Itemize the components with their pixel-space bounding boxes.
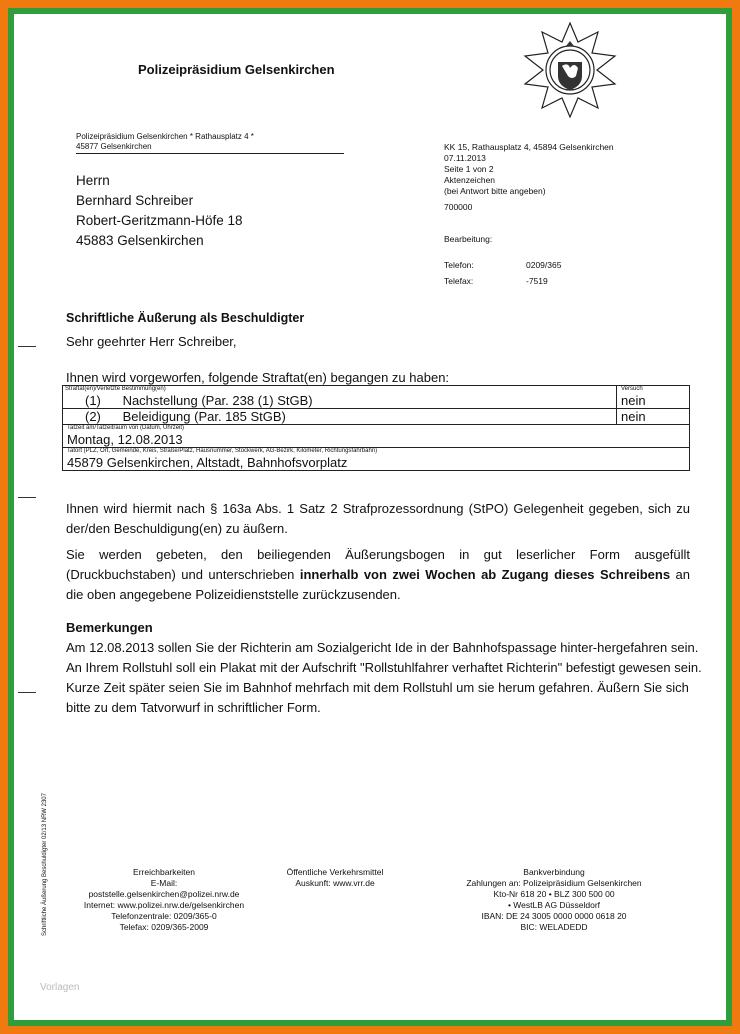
attempt-column-label: Versuch xyxy=(621,386,643,392)
offense-attempt: nein xyxy=(621,409,646,424)
page-count: Seite 1 von 2 xyxy=(444,164,494,174)
paragraph-request xyxy=(66,545,690,605)
date-label: Tatzeit am/Tatzeitraum von (Datum, Uhrzeit) xyxy=(67,425,185,431)
fold-mark xyxy=(18,346,36,347)
footer-bank-payee: Zahlungen an: Polizeipräsidium Gelsenkirchen xyxy=(466,878,642,888)
footer-internet: Internet: www.polizei.nrw.de/gelsenkirchen xyxy=(83,900,245,910)
contact-values xyxy=(526,257,561,289)
footer-email-label: E-Mail: xyxy=(150,878,178,888)
recipient-salutation: Herrn xyxy=(76,173,110,188)
footer-bic: BIC: WELADEDD xyxy=(520,922,588,932)
police-star-emblem xyxy=(520,20,620,120)
offense-text: Nachstellung (Par. 238 (1) StGB) xyxy=(122,393,313,408)
offenses-table xyxy=(62,385,690,471)
footer-contact xyxy=(64,867,264,933)
fold-mark xyxy=(18,692,36,693)
footer-email: poststelle.gelsenkirchen@polizei.nrw.de xyxy=(88,889,240,899)
offense-column-label: Straftat(en)/Verletzte Bestimmung(en) xyxy=(65,386,166,392)
return-address xyxy=(76,132,254,152)
processing-label: Bearbeitung: xyxy=(444,234,493,244)
accusation-intro: Ihnen wird vorgeworfen, folgende Straftat(en) begangen zu haben: xyxy=(66,370,450,385)
return-address-divider xyxy=(76,153,344,154)
table-row xyxy=(63,425,690,448)
table-row xyxy=(63,409,690,425)
authority-title: Polizeipräsidium Gelsenkirchen xyxy=(138,62,335,77)
recipient-address xyxy=(76,171,243,251)
recipient-city: 45883 Gelsenkirchen xyxy=(76,233,204,248)
offense-date: Montag, 12.08.2013 xyxy=(67,432,183,447)
footer-transport-info: Auskunft: www.vrr.de xyxy=(295,878,375,888)
paragraph-opportunity: Ihnen wird hiermit nach § 163a Abs. 1 Satz 2 Strafprozessordnung (StPO) Gelegenheit gegeben, sich zu der/den Beschuldigung(en) zu äußern. xyxy=(66,501,690,536)
letter-date: 07.11.2013 xyxy=(444,153,486,163)
footer-bank-name: • WestLB AG Düsseldorf xyxy=(507,900,601,910)
phone-value: 0209/365 xyxy=(526,260,562,270)
letter-heading: Schriftliche Äußerung als Beschuldigter xyxy=(66,311,305,325)
return-address-line1: Polizeipräsidium Gelsenkirchen * Rathausplatz 4 * xyxy=(76,132,254,141)
fax-label: Telefax: xyxy=(444,276,474,286)
place-label: Tatort (PLZ, Ort, Gemeinde, Kreis, Straße/Platz, Hausnummer, Stockwerk, AG-Bezirk, Kilometer, Richtungsfahrbahn) xyxy=(67,448,378,454)
letter-greeting: Sehr geehrter Herr Schreiber, xyxy=(66,334,237,349)
request-text: Sie werden gebeten, den beiliegenden Äußerungsbogen in gut leserlicher Form ausgefüllt (Druckbuchstaben) und unterschrieben xyxy=(66,547,690,582)
watermark: Vorlagen xyxy=(40,982,80,993)
footer-bank xyxy=(438,867,670,933)
fold-mark xyxy=(18,497,36,498)
recipient-street: Robert-Geritzmann-Höfe 18 xyxy=(76,213,243,228)
footer-bank-account: Kto-Nr 618 20 • BLZ 300 500 00 xyxy=(493,889,615,899)
file-label: Aktenzeichen xyxy=(444,175,496,185)
table-row xyxy=(63,386,690,409)
letter-page xyxy=(14,14,726,1020)
footer-iban: IBAN: DE 24 3005 0000 0000 0618 20 xyxy=(481,911,627,921)
info-block xyxy=(444,142,614,213)
offense-number: (1) xyxy=(85,393,101,408)
offense-text: Beleidigung (Par. 185 StGB) xyxy=(122,409,286,424)
form-reference: Schriftliche Äußerung Beschuldigter 02/13 NRW 2307 xyxy=(42,793,48,936)
offense-place: 45879 Gelsenkirchen, Altstadt, Bahnhofsvorplatz xyxy=(67,455,348,470)
return-address-line2: 45877 Gelsenkirchen xyxy=(76,142,152,151)
contact-labels xyxy=(444,257,474,289)
recipient-name: Bernhard Schreiber xyxy=(76,193,194,208)
footer-reach-title: Erreichbarkeiten xyxy=(133,867,195,877)
footer-bank-title: Bankverbindung xyxy=(523,867,585,877)
phone-label: Telefon: xyxy=(444,260,474,270)
footer-fax: Telefax: 0209/365-2009 xyxy=(119,922,209,932)
department-address: KK 15, Rathausplatz 4, 45894 Gelsenkirchen xyxy=(444,142,614,152)
offense-attempt: nein xyxy=(621,393,646,408)
table-row xyxy=(63,448,690,471)
remarks-text: Am 12.08.2013 sollen Sie der Richterin am Sozialgericht Ide in der Bahnhofspassage hinter-hergefahren sein. An Ihrem Rollstuhl soll ein Plakat mit der Aufschrift "Rollstuhlfahrer verhaftet Richterin" befestigt gewesen sein. Kurze Zeit später seien Sie im Bahnhof mehrfach mit dem Rollstuhl um sie herum gefahren. Äußern Sie sich bitte zu dem Tatvorwurf in schriftlicher Form. xyxy=(66,640,702,715)
footer-transport-title: Öffentliche Verkehrsmittel xyxy=(286,867,384,877)
fax-value: -7519 xyxy=(526,276,548,286)
offense-number: (2) xyxy=(85,409,101,424)
footer-switchboard: Telefonzentrale: 0209/365-0 xyxy=(111,911,217,921)
footer-transport xyxy=(280,867,390,889)
file-number: 700000 xyxy=(444,202,473,212)
file-hint: (bei Antwort bitte angeben) xyxy=(444,186,546,196)
remarks-heading: Bemerkungen xyxy=(66,620,153,635)
request-text-end: an die oben angegebene Polizeidienststelle zurückzusenden. xyxy=(66,567,690,602)
request-deadline: innerhalb von zwei Wochen ab Zugang dieses Schreibens xyxy=(299,567,671,582)
